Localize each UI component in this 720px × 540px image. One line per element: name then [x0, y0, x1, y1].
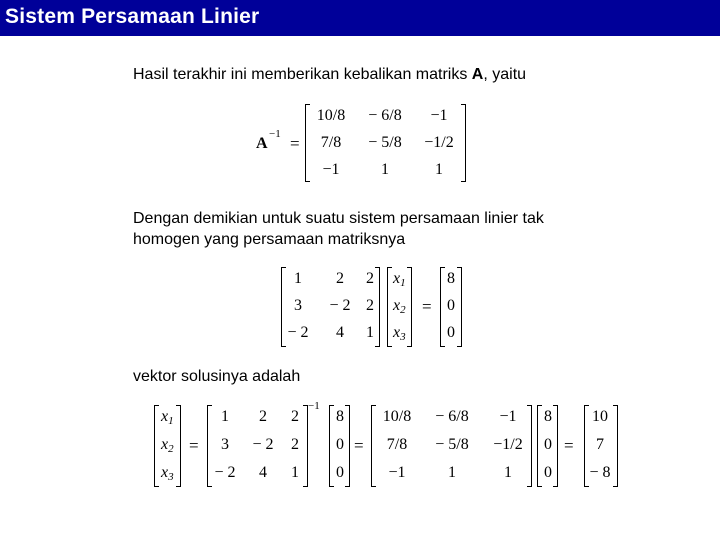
right-bracket [457, 267, 462, 347]
variable-x1: $x_1$ [161, 408, 174, 427]
const-cell-r2c1: 0 [544, 436, 552, 453]
right-bracket [345, 405, 350, 487]
inverse-superscript: −1 [308, 400, 320, 412]
right-bracket [527, 405, 532, 487]
equals-sign: = [290, 134, 300, 153]
variable-x3: $x_3$ [393, 324, 406, 343]
coef-cell-r1c2: 2 [336, 270, 344, 287]
inverse-cell-r2c3: −1/2 [424, 134, 454, 151]
const-cell-r1c1: 8 [336, 408, 344, 425]
paragraph-inverse-tail: , yaitu [483, 66, 527, 83]
paragraph-system-intro [133, 208, 544, 250]
paragraph-system-line2: homogen yang persamaan matriksnya [133, 231, 406, 248]
const-cell-r1c1: 8 [544, 408, 552, 425]
coef-cell-r2c2: − 2 [329, 297, 351, 314]
coef-cell-r2c3: 2 [291, 436, 299, 453]
inverse-cell-r1c2: − 6/8 [368, 107, 402, 124]
coef-cell-r3c1: − 2 [214, 464, 236, 481]
inverse-cell-r3c3: 1 [435, 161, 443, 178]
left-bracket [387, 267, 392, 347]
variable-x2: $x_2$ [161, 436, 174, 455]
paragraph-solution-intro: vektor solusinya adalah [133, 368, 301, 385]
variable-x3: $x_3$ [161, 464, 174, 483]
paragraph-inverse-text: Hasil terakhir ini memberikan kebalikan matriks [133, 66, 472, 83]
result-cell-r3c1: − 8 [589, 464, 611, 481]
left-bracket [154, 405, 159, 487]
inverse-cell-r2c1: 7/8 [320, 134, 342, 151]
inverse-cell-r1c3: −1 [499, 408, 517, 425]
coef-cell-r3c3: 1 [291, 464, 299, 481]
title-bar [0, 0, 720, 36]
coef-cell-r1c3: 2 [291, 408, 299, 425]
coef-cell-r1c1: 1 [294, 270, 302, 287]
variable-x2: $x_2$ [393, 297, 406, 316]
coef-cell-r2c2: − 2 [252, 436, 274, 453]
inverse-superscript: −1 [269, 128, 281, 140]
matrix-name-bold: A [471, 66, 484, 83]
equals-sign: = [354, 436, 364, 455]
left-bracket [329, 405, 334, 487]
coef-cell-r3c1: − 2 [287, 324, 309, 341]
right-bracket [375, 267, 380, 347]
inverse-cell-r3c2: 1 [448, 464, 456, 481]
coef-cell-r3c3: 1 [366, 324, 374, 341]
inverse-cell-r1c1: 10/8 [316, 107, 346, 124]
right-bracket [553, 405, 558, 487]
right-bracket [461, 104, 466, 182]
left-bracket [371, 405, 376, 487]
coef-cell-r1c1: 1 [221, 408, 229, 425]
right-bracket [407, 267, 412, 347]
inverse-cell-r3c1: −1 [322, 161, 340, 178]
const-cell-r3c1: 0 [544, 464, 552, 481]
paragraph-system-line1: Dengan demikian untuk suatu sistem persamaan linier tak [133, 210, 544, 227]
inverse-cell-r1c3: −1 [430, 107, 448, 124]
equals-sign: = [189, 436, 199, 455]
inverse-cell-r3c3: 1 [504, 464, 512, 481]
matrix-a-label: A [256, 135, 268, 152]
right-bracket [176, 405, 181, 487]
inverse-cell-r2c2: − 5/8 [435, 436, 469, 453]
inverse-cell-r3c2: 1 [381, 161, 389, 178]
left-bracket [207, 405, 212, 487]
coef-cell-r1c2: 2 [259, 408, 267, 425]
left-bracket [584, 405, 589, 487]
result-cell-r2c1: 7 [596, 436, 604, 453]
equals-sign: = [564, 436, 574, 455]
left-bracket [305, 104, 310, 182]
coef-cell-r3c2: 4 [259, 464, 267, 481]
paragraph-inverse-intro [133, 64, 526, 85]
coef-cell-r1c3: 2 [366, 270, 374, 287]
left-bracket [281, 267, 286, 347]
coef-cell-r2c1: 3 [294, 297, 302, 314]
coef-cell-r2c1: 3 [221, 436, 229, 453]
inverse-cell-r2c2: − 5/8 [368, 134, 402, 151]
const-cell-r2c1: 0 [447, 297, 455, 314]
const-cell-r2c1: 0 [336, 436, 344, 453]
result-cell-r1c1: 10 [592, 408, 608, 425]
inverse-cell-r2c3: −1/2 [493, 436, 523, 453]
inverse-cell-r1c2: − 6/8 [435, 408, 469, 425]
equals-sign: = [422, 297, 432, 316]
const-cell-r1c1: 8 [447, 270, 455, 287]
inverse-cell-r1c1: 10/8 [382, 408, 412, 425]
variable-x1: $x_1$ [393, 270, 406, 289]
coef-cell-r2c3: 2 [366, 297, 374, 314]
left-bracket [537, 405, 542, 487]
right-bracket [303, 405, 308, 487]
page-title: Sistem Persamaan Linier [5, 5, 260, 28]
right-bracket [613, 405, 618, 487]
inverse-cell-r3c1: −1 [388, 464, 406, 481]
const-cell-r3c1: 0 [447, 324, 455, 341]
left-bracket [440, 267, 445, 347]
inverse-cell-r2c1: 7/8 [386, 436, 408, 453]
coef-cell-r3c2: 4 [336, 324, 344, 341]
const-cell-r3c1: 0 [336, 464, 344, 481]
